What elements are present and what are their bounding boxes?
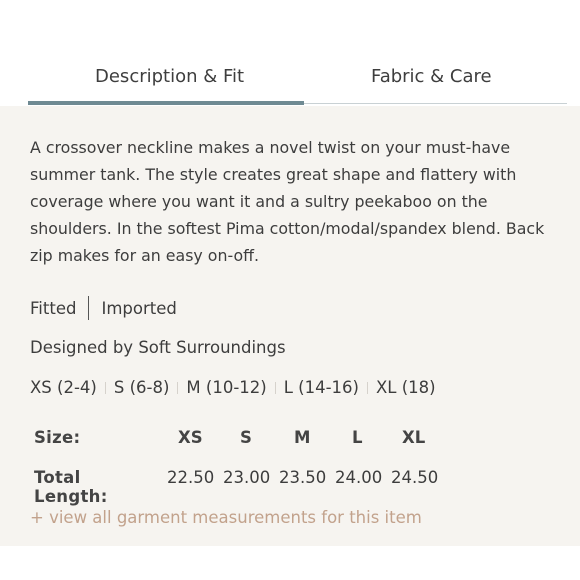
size-header-cell: M	[294, 428, 311, 447]
active-tab-indicator	[28, 101, 304, 105]
size-option: L (14-16)	[283, 378, 359, 397]
attribute-separator	[88, 296, 89, 320]
product-description: A crossover neckline makes a novel twist on your must-have summer tank. The style creates great shape and flattery with coverage where you want it and a sultry peekaboo on the shoulders. In the softest Pima cotton/modal/spandex blend. Back zip makes for an easy on-off.	[30, 138, 545, 265]
size-row-label: Size:	[34, 428, 81, 447]
designer-credit: Designed by Soft Surroundings	[30, 338, 286, 357]
size-header-cell: S	[240, 428, 252, 447]
size-option: XL (18)	[375, 378, 436, 397]
size-separator	[275, 382, 276, 394]
product-attributes	[30, 296, 177, 320]
size-separator	[367, 382, 368, 394]
size-header-cell: L	[352, 428, 363, 447]
tab-fabric-care[interactable]: Fabric & Care	[371, 66, 492, 87]
size-option: XS (2-4)	[30, 378, 97, 397]
tab-divider-line	[304, 103, 567, 104]
size-separator	[177, 382, 178, 394]
view-measurements-link[interactable]: + view all garment measurements for this item	[30, 508, 422, 527]
size-options-list	[30, 378, 436, 397]
size-option: S (6-8)	[113, 378, 170, 397]
size-separator	[105, 382, 106, 394]
length-cell: 24.50	[391, 468, 439, 487]
size-header-cell: XS	[178, 428, 203, 447]
length-cell: 22.50	[167, 468, 215, 487]
length-cell: 23.50	[279, 468, 327, 487]
length-row-label: Total Length:	[34, 468, 108, 506]
length-cell: 23.00	[223, 468, 271, 487]
tab-bar	[0, 0, 580, 106]
fit-attribute: Fitted	[30, 298, 77, 318]
size-option: M (10-12)	[186, 378, 267, 397]
origin-attribute: Imported	[101, 298, 177, 318]
description-panel	[0, 106, 580, 546]
length-cell: 24.00	[335, 468, 383, 487]
size-header-cell: XL	[402, 428, 426, 447]
tab-description-fit[interactable]: Description & Fit	[95, 66, 245, 87]
